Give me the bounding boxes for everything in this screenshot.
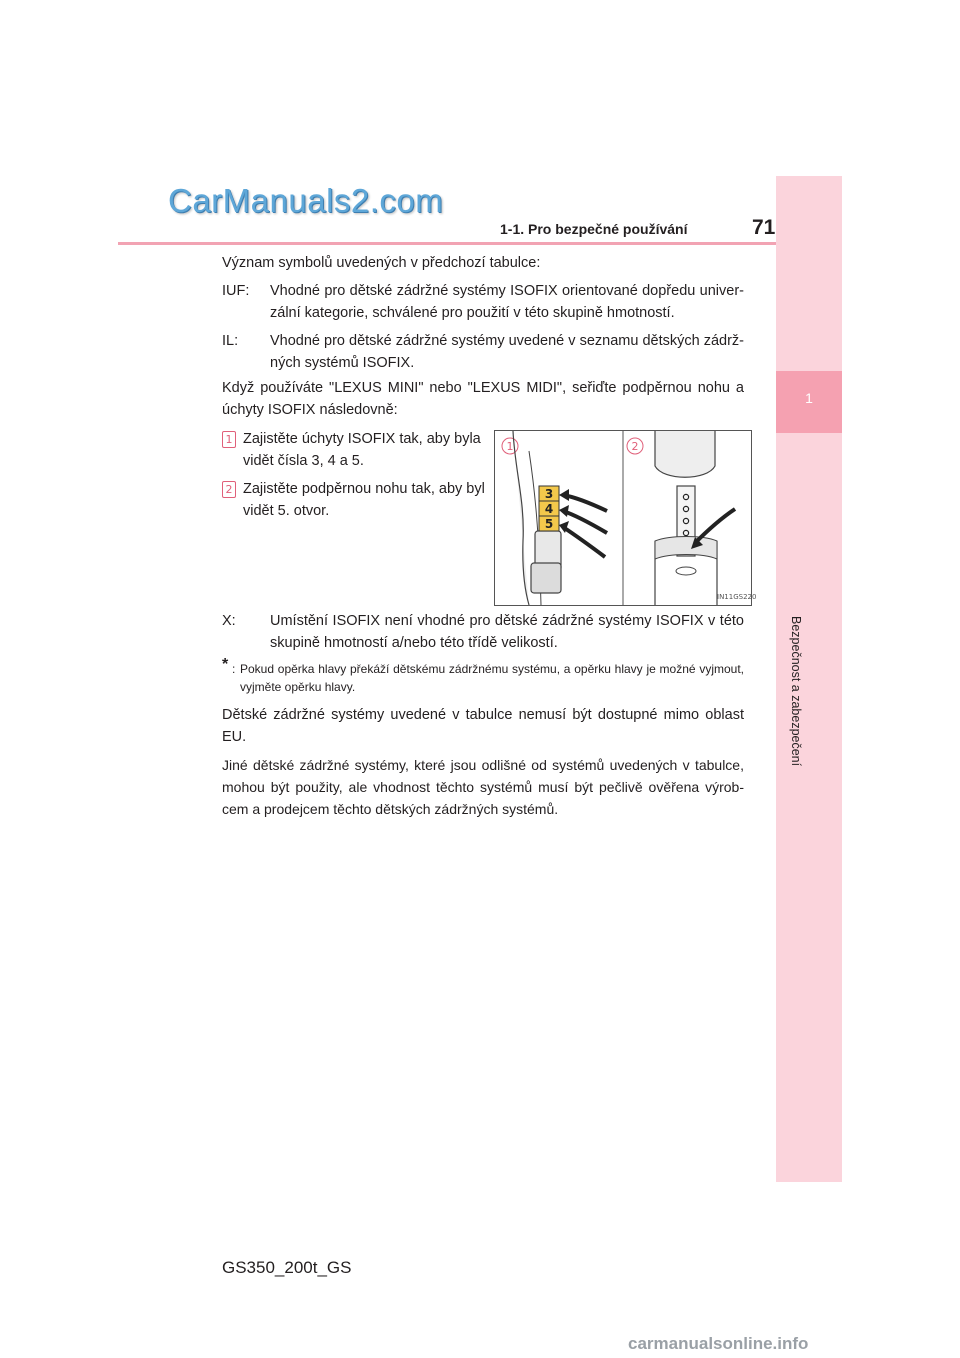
step-text: Zajistěte úchyty ISOFIX tak, aby byla vidět čísla 3, 4 a 5. — [243, 431, 481, 469]
isofix-illustration — [494, 430, 757, 606]
footnote-symbol: * — [222, 656, 229, 673]
eu-note: Dětské zádržné systémy uvedené v tabulce nemusí být dostupné mimo oblast EU. — [222, 707, 744, 745]
header-rule — [118, 242, 776, 245]
definition-label: X: — [222, 613, 236, 629]
isofix-illustration-drawing — [495, 431, 757, 605]
anchor-number-3: 3 — [544, 487, 554, 501]
footnote-separator: : — [232, 662, 236, 676]
section-title: 1-1. Pro bezpečné používání — [500, 221, 688, 237]
definition-label: IUF: — [222, 283, 250, 299]
panel-label-2: 2 — [631, 440, 639, 453]
other-systems-note: Jiné dětské zádržné systémy, které jsou odlišné od systémů uvedených v tabulce, mohou být použity, ale vhodnost těchto systémů musí být pečlivě ověřena výrob-cem a prodejcem těchto dětských zádržných systémů. — [222, 757, 744, 817]
step-text: Zajistěte podpěrnou nohu tak, aby byl vidět 5. otvor. — [243, 481, 485, 519]
definition-x — [222, 610, 744, 654]
lexus-note: Když používáte "LEXUS MINI" nebo "LEXUS MIDI", seřiďte podpěrnou nohu a úchyty ISOFIX následovně: — [222, 380, 744, 418]
intro-text: Význam symbolů uvedených v předchozí tabulce: — [222, 255, 541, 271]
chapter-number: 1 — [805, 390, 813, 406]
footnote — [222, 656, 744, 696]
definition-text: Vhodné pro dětské zádržné systémy ISOFIX orientované dopředu univer-zální kategorie, schválené pro použití v této skupině hmotností. — [270, 283, 744, 321]
illustration-code: IN11GS220 — [717, 593, 757, 601]
definition-text: Vhodné pro dětské zádržné systémy uvedené v seznamu dětských zádrž-ných systémů ISOFIX. — [270, 333, 744, 371]
footnote-text: Pokud opěrka hlavy překáží dětskému zádržnému systému, a opěrku hlavy je možné vyjmout, vyjměte opěrku hlavy. — [240, 662, 744, 694]
watermark-logo[interactable]: CarManuals2.com — [168, 182, 444, 219]
model-code: GS350_200t_GS — [222, 1258, 352, 1277]
step-number-icon: 2 — [222, 481, 236, 498]
definition-text: Umístění ISOFIX není vhodné pro dětské zádržné systémy ISOFIX v této skupině hmotností a/nebo této třídě velikostí. — [270, 613, 744, 651]
step-number-icon: 1 — [222, 431, 236, 448]
definition-label: IL: — [222, 333, 239, 349]
definition-iuf — [222, 280, 744, 324]
page-number: 71 — [752, 216, 776, 239]
panel-label-icon — [502, 438, 518, 454]
site-watermark[interactable]: carmanualsonline.info — [628, 1334, 809, 1353]
anchor-number-5: 5 — [544, 517, 554, 531]
panel-label-1: 1 — [506, 440, 514, 453]
side-tab-band — [776, 176, 842, 1182]
definition-il — [222, 330, 744, 374]
anchor-number-4: 4 — [544, 502, 554, 516]
panel-label-icon — [627, 438, 643, 454]
